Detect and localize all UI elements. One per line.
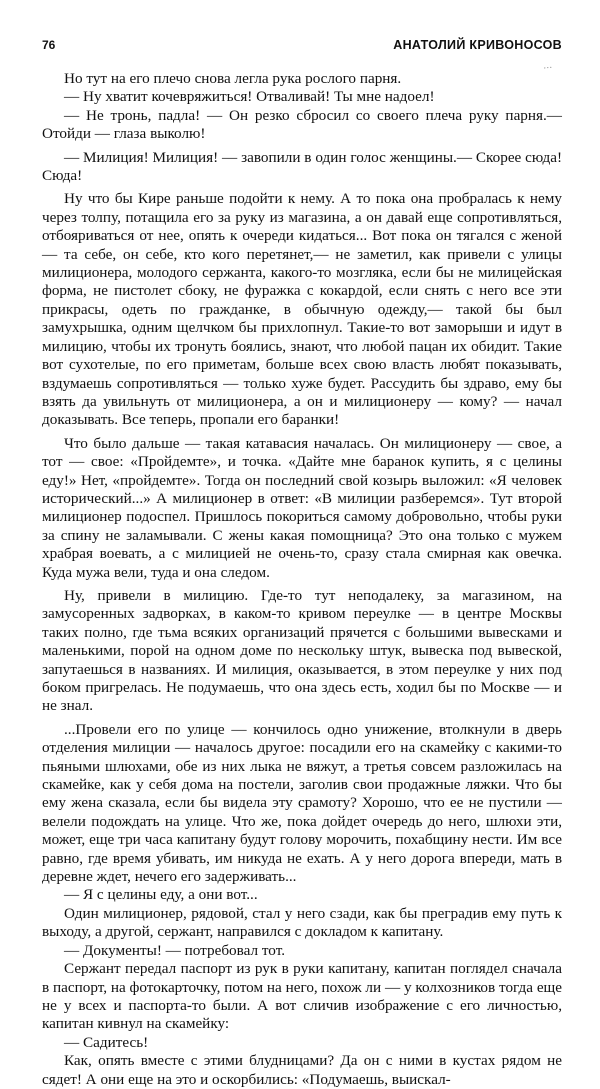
paragraph: — Я с целины еду, а они вот... bbox=[64, 886, 258, 904]
paragraph: Что было дальше — такая катавасия началась. Он милиционеру — свое, а тот — свое: «Пройдемте», и точка. «Дайте мне баранок купить, я с целины еду!» Нет, «пройдемте». Тогда он последний свой козырь выложил: «Я человек исторический...» А милиционер в ответ: «В милиции разберемся». Тут второй милиционер подоспел. Пришлось покориться самому добровольно, чтобы руки за спину не заламывали. С жены какая помощница? Это она только с мужем храбрая воевать, а с милицией не очень-то, сразу стала смирная как овечка. Куда мужа вели, туда и она следом. bbox=[42, 434, 562, 581]
running-title: АНАТОЛИЙ КРИВОНОСОВ bbox=[393, 38, 562, 52]
book-page bbox=[42, 38, 562, 1089]
paragraph: Один милиционер, рядовой, стал у него сзади, как бы преградив ему путь к выходу, а другой, сержант, направился с докладом к капитану. bbox=[42, 904, 562, 941]
paragraph: Ну, привели в милицию. Где-то тут неподалеку, за магазином, на замусоренных задворках, в каком-то кривом переулке — в центре Москвы таких полно, где тьма всяких организаций прячется с большими вывесками и маленькими, порой на одном доме по нескольку штук, вывеска под вывеской, запутаешься в названиях. И милиция, оказывается, в этом переулке у них под боком пригрелась. Не подумаешь, что она здесь есть, ходил бы по Москве — и не знал. bbox=[42, 586, 562, 715]
paragraph: — Милиция! Милиция! — завопили в один голос женщины.— Скорее сюда! Сюда! bbox=[42, 148, 562, 185]
paragraph: — Не тронь, падла! — Он резко сбросил со своего плеча руку парня.— Отойди — глаза выколю! bbox=[42, 106, 562, 143]
page-number: 76 bbox=[42, 38, 56, 52]
paragraph: ...Провели его по улице — кончилось одно унижение, втолкнули в дверь отделения милиции — началось другое: посадили его на скамейку с какими-то пьяными шлюхами, обе из них лыка не вяжут, а третья совсем разложилась на скамейке, как у себя дома на постели, заголив свои продажные ляжки. Что бы ему жена сказала, если бы видела эту срамоту? Хорошо, что ее не пустили — велели подождать на улице. Что же, пока дойдет очередь до него, шлюхи эти, может, еще три часа капитану будут голову морочить, похабщину нести. Им все равно, где время убивать, им никуда не ехать. А у него дорога впереди, мать в деревне ждет, нечего его задерживать... bbox=[42, 720, 562, 886]
page-header bbox=[42, 38, 562, 60]
paragraph: Сержант передал паспорт из рук в руки капитану, капитан поглядел сначала в паспорт, на фотокарточку, потом на него, похож ли — у колхозников тогда еще не у всех и паспорта-то были. А вот сличив изображение с его личностью, капитан кивнул на скамейку: bbox=[42, 960, 562, 1033]
paragraph: — Документы! — потребовал тот. bbox=[64, 941, 285, 959]
paragraph: Ну что бы Кире раньше подойти к нему. А то пока она пробралась к нему через толпу, потащила его за руку из магазина, а он давай еще сопротивляться, отбояриваться от нее, опять к очереди кидаться... Вот пока он тягался с женой — та себе, он себе, кто кого перетянет,— не заметил, как привели с улицы милиционера, молодого сержанта, какого-то мозгляка, если бы не милицейская форма, не пистолет сбоку, не фуражка с кокардой, если снять с него все эти прикрасы, одеть по гражданке, в обычную одежду,— такой бы был замухрышка, одним щелчком бы прихлопнул. Такие-то вот заморыши и идут в милицию, чтобы их тронуть боялись, знают, что любой пацан их обидит. Такие вот сухотелые, по его приметам, больше всех свою власть любят показывать, вздумаешь сопротивляться — только хуже будет. Рассудить бы здраво, ему бы взять да увильнуть от милиционера, а он и милиционеру — кому? — начал доказывать. Все теперь, пропали его баранки! bbox=[42, 190, 562, 429]
paragraph: — Садитесь! bbox=[64, 1033, 149, 1051]
body-text bbox=[42, 70, 562, 1089]
paragraph: Но тут на его плечо снова легла рука рослого парня. bbox=[64, 70, 402, 87]
paragraph: Как, опять вместе с этими блудницами? Да он с ними в кустах рядом не сядет! А они еще на это и оскорбились: «Подумаешь, выискал- bbox=[42, 1052, 562, 1088]
corner-mark: … bbox=[542, 59, 553, 71]
paragraph: — Ну хватит кочевряжиться! Отваливай! Ты мне надоел! bbox=[64, 88, 435, 106]
